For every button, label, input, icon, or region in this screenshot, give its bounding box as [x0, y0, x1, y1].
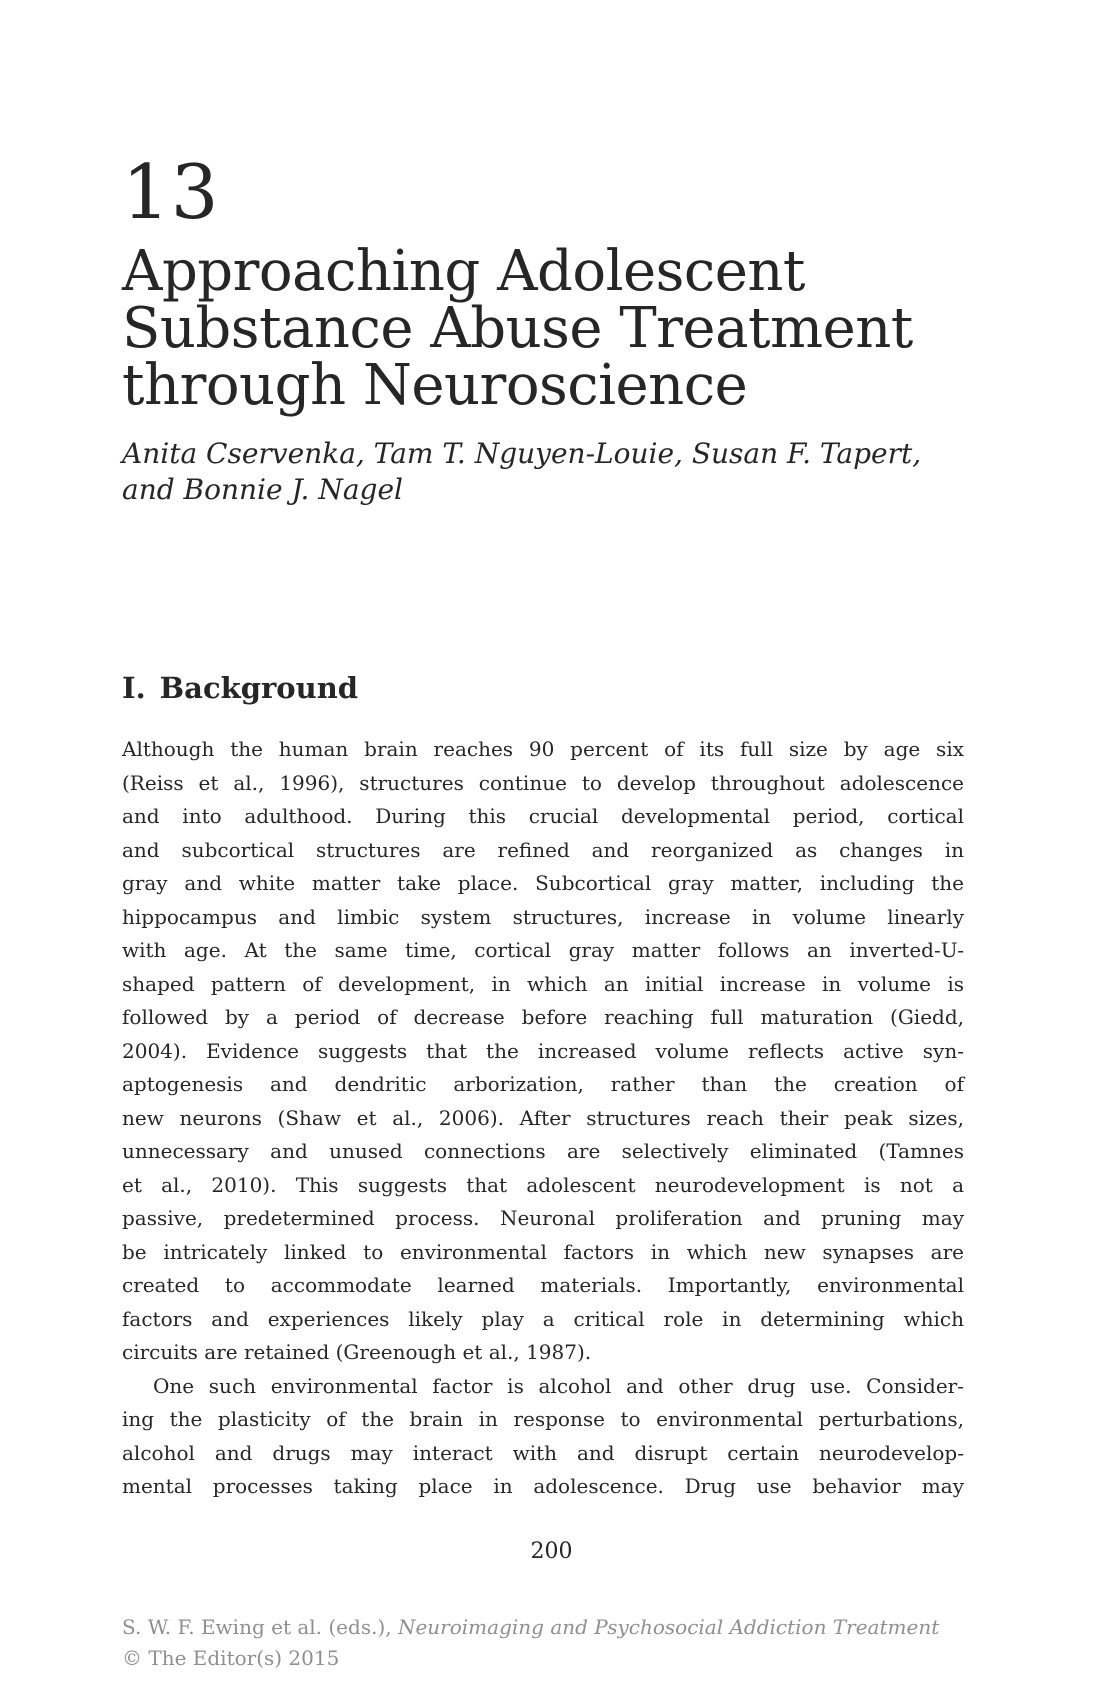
body-text-line: hippocampus and limbic system structures, increase in volume linearly: [122, 904, 964, 929]
body-text-line: followed by a period of decrease before reaching full maturation (Giedd,: [122, 1005, 964, 1029]
footer-editors: S. W. F. Ewing et al. (eds.),: [122, 1615, 398, 1639]
footer-copyright: © The Editor(s) 2015: [122, 1646, 340, 1670]
body-text-line: 2004). Evidence suggests that the increased volume reflects active syn-: [122, 1038, 964, 1063]
body-text-line: gray and white matter take place. Subcortical gray matter, including the: [122, 871, 964, 895]
body-text-line: (Reiss et al., 1996), structures continue to develop throughout adolescence: [122, 770, 964, 795]
body-text-line: new neurons (Shaw et al., 2006). After structures reach their peak sizes,: [122, 1105, 964, 1130]
body-text-line: aptogenesis and dendritic arborization, rather than the creation of: [122, 1072, 964, 1096]
body-text-line: be intricately linked to environmental factors in which new synapses are: [122, 1239, 964, 1264]
body-text-line: with age. At the same time, cortical gray matter follows an inverted-U-: [122, 938, 964, 962]
body-text-line: factors and experiences likely play a critical role in determining which: [122, 1306, 964, 1331]
body-text-line: and subcortical structures are refined and reorganized as changes in: [122, 837, 964, 862]
chapter-title-line: Substance Abuse Treatment: [122, 296, 913, 361]
body-text-line: and into adulthood. During this crucial developmental period, cortical: [122, 804, 964, 828]
chapter-title-line: through Neuroscience: [122, 353, 748, 418]
page-number: 200: [530, 1539, 573, 1564]
body-text-line: ing the plasticity of the brain in response to environmental perturbations,: [122, 1407, 964, 1431]
footer-book-title: Neuroimaging and Psychosocial Addiction Treatment: [397, 1615, 940, 1639]
body-text-line: mental processes taking place in adolescence. Drug use behavior may: [122, 1474, 964, 1498]
body-text-line: created to accommodate learned materials. Importantly, environmental: [122, 1273, 964, 1297]
chapter-number: 13: [122, 148, 220, 236]
footer: [122, 1612, 1082, 1674]
footer-citation-line: [122, 1612, 1082, 1643]
section-number: I.: [122, 671, 146, 705]
authors: [122, 436, 964, 508]
body-text-line: et al., 2010). This suggests that adolescent neurodevelopment is not a: [122, 1172, 964, 1197]
body-text: [122, 733, 964, 1504]
author-line: Anita Cservenka, Tam T. Nguyen-Louie, Susan F. Tapert,: [122, 437, 922, 470]
body-text-line: shaped pattern of development, in which an initial increase in volume is: [122, 971, 964, 996]
chapter-title-line: Approaching Adolescent: [122, 239, 805, 304]
body-text-line: unnecessary and unused connections are selectively eliminated (Tamnes: [122, 1139, 964, 1163]
body-text-line: Although the human brain reaches 90 percent of its full size by age six: [122, 737, 964, 761]
body-text-line: alcohol and drugs may interact with and disrupt certain neurodevelop-: [122, 1440, 964, 1465]
body-text-line: circuits are retained (Greenough et al., 1987).: [122, 1340, 592, 1364]
chapter-title: [122, 239, 982, 418]
body-text-line: passive, predetermined process. Neuronal proliferation and pruning may: [122, 1206, 964, 1230]
section-title: Background: [159, 671, 359, 705]
section-heading: [122, 671, 358, 705]
body-text-line: One such environmental factor is alcohol and other drug use. Consider-: [153, 1373, 964, 1398]
author-line: and Bonnie J. Nagel: [122, 473, 403, 506]
